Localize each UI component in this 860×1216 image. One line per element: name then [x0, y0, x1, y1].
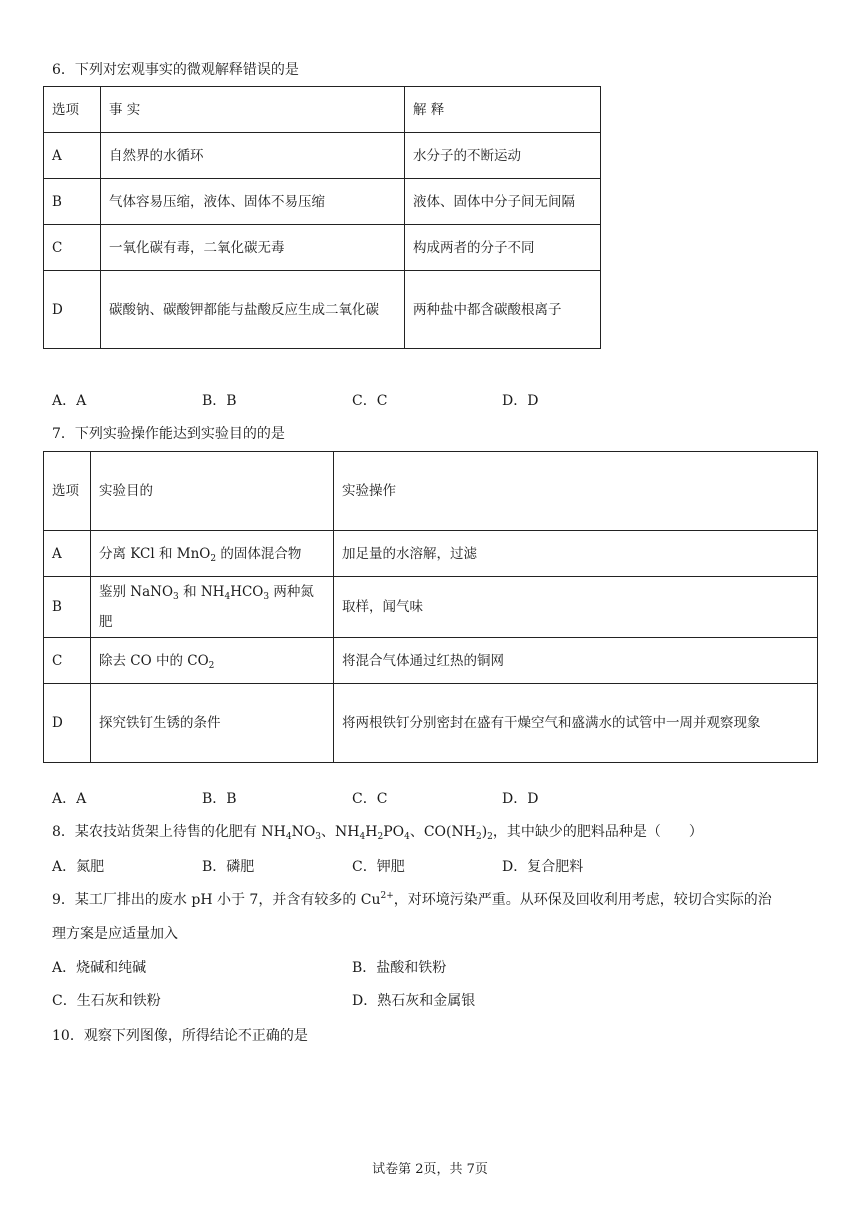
- row-explain: 两种盐中都含碳酸根离子: [405, 271, 601, 349]
- table-row: [44, 179, 601, 225]
- q6-option-a[interactable]: A．A: [52, 393, 87, 409]
- table-row: [44, 531, 818, 577]
- row-label: A: [44, 133, 101, 179]
- row-label: A: [44, 531, 91, 577]
- table-row: [44, 133, 601, 179]
- q7-header-option: 选项: [44, 452, 91, 531]
- row-label: B: [44, 179, 101, 225]
- row-goal: 探究铁钉生锈的条件: [91, 684, 334, 763]
- row-goal: 分离 KCl 和 MnO$_2$ 的固体混合物: [91, 531, 334, 577]
- table-row: [44, 225, 601, 271]
- q7-option-b[interactable]: B．B: [202, 791, 237, 807]
- row-fact: 气体容易压缩，液体、固体不易压缩: [101, 179, 405, 225]
- row-operation: 取样，闻气味: [334, 577, 818, 638]
- q7-header-goal: 实验目的: [91, 452, 334, 531]
- q7-stem: 7．下列实验操作能达到实验目的的是: [52, 426, 285, 442]
- q9-stem-line2: 理方案是应适量加入: [52, 926, 178, 942]
- q7-option-a[interactable]: A．A: [52, 791, 87, 807]
- table-row: [44, 638, 818, 684]
- q8-stem: 8．某农技站货架上待售的化肥有 $NH_4NO_3$、$NH_4H_2PO_4$、$CO(NH_2)_2$，其中缺少的肥料品种是（ ）: [52, 824, 703, 842]
- q6-option-b[interactable]: B．B: [202, 393, 237, 409]
- table-row: [44, 684, 818, 763]
- q9-option-b[interactable]: B．盐酸和铁粉: [352, 960, 447, 976]
- table-row: [44, 271, 601, 349]
- row-explain: 液体、固体中分子间无间隔: [405, 179, 601, 225]
- row-label: D: [44, 271, 101, 349]
- row-operation: 将混合气体通过红热的铜网: [334, 638, 818, 684]
- row-fact: 碳酸钠、碳酸钾都能与盐酸反应生成二氧化碳: [101, 271, 405, 349]
- row-explain: 构成两者的分子不同: [405, 225, 601, 271]
- row-fact: 自然界的水循环: [101, 133, 405, 179]
- q7-header-row: [44, 452, 818, 531]
- q6-stem: 6．下列对宏观事实的微观解释错误的是: [52, 62, 299, 78]
- q7-header-operation: 实验操作: [334, 452, 818, 531]
- row-operation: 加足量的水溶解，过滤: [334, 531, 818, 577]
- q6-option-c[interactable]: C．C: [352, 393, 388, 409]
- q7-table: [43, 451, 818, 763]
- q9-option-c[interactable]: C．生石灰和铁粉: [52, 993, 161, 1009]
- row-operation: 将两根铁钉分别密封在盛有干燥空气和盛满水的试管中一周并观察现象: [334, 684, 818, 763]
- q8-option-a[interactable]: A．氮肥: [52, 859, 105, 875]
- q8-option-d[interactable]: D．复合肥料: [502, 859, 584, 875]
- row-label: C: [44, 638, 91, 684]
- q6-header-explain: 解 释: [405, 87, 601, 133]
- page-footer: 试卷第 2页，共 7页: [372, 1162, 488, 1177]
- q6-header-option: 选项: [44, 87, 101, 133]
- row-goal: 鉴别 NaNO$_3$ 和 $NH_4HCO_3$ 两种氮肥: [91, 577, 334, 638]
- q6-table: [43, 86, 601, 349]
- q8-option-c[interactable]: C．钾肥: [352, 859, 405, 875]
- q9-option-a[interactable]: A．烧碱和纯碱: [52, 960, 147, 976]
- row-label: D: [44, 684, 91, 763]
- row-goal: 除去 CO 中的 $CO_2$: [91, 638, 334, 684]
- q7-option-c[interactable]: C．C: [352, 791, 388, 807]
- row-label: C: [44, 225, 101, 271]
- q8-option-b[interactable]: B．磷肥: [202, 859, 255, 875]
- q9-option-d[interactable]: D．熟石灰和金属银: [352, 993, 476, 1009]
- row-fact: 一氧化碳有毒，二氧化碳无毒: [101, 225, 405, 271]
- q7-option-d[interactable]: D．D: [502, 791, 539, 807]
- q6-header-row: [44, 87, 601, 133]
- row-explain: 水分子的不断运动: [405, 133, 601, 179]
- q9-stem-line1: 9．某工厂排出的废水 pH 小于 7，并含有较多的 $Cu^{2+}$，对环境污染严重。从环保及回收利用考虑，较切合实际的治: [52, 891, 772, 908]
- q6-option-d[interactable]: D．D: [502, 393, 539, 409]
- q6-header-fact: 事 实: [101, 87, 405, 133]
- table-row: [44, 577, 818, 638]
- row-label: B: [44, 577, 91, 638]
- q10-stem: 10．观察下列图像，所得结论不正确的是: [52, 1028, 308, 1044]
